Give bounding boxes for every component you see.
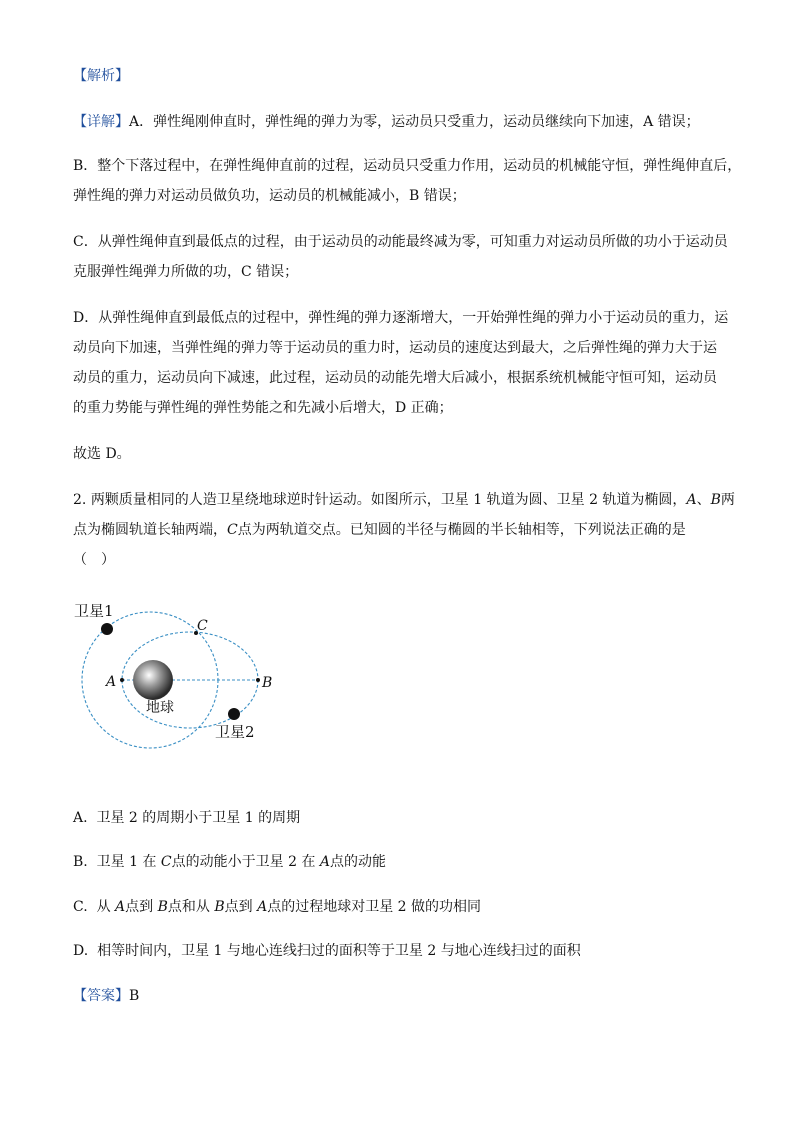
option-d: [73, 941, 581, 961]
option-b-point: C: [160, 854, 172, 870]
paragraph-b-line-2: 弹性绳的弹力对运动员做负功，运动员的机械能减小，B 错误；: [73, 188, 466, 204]
answer-line: [73, 986, 139, 1006]
option-b-text: 点的动能小于卫星 2 在: [171, 854, 320, 870]
point-a-dot: [120, 678, 124, 682]
detail-line-a: [73, 112, 700, 132]
paragraph-c-line-1: C．从弹性绳伸直到最低点的过程，由于运动员的动能最终减为零，可知重力对运动员所做的功小于运动员: [73, 234, 728, 250]
satellite-2-label: 卫星2: [215, 723, 255, 741]
option-c-text: 点的过程地球对卫星 2 做的功相同: [267, 899, 482, 915]
paragraph-d-line-1: D．从弹性绳伸直到最低点的过程中，弹性绳的弹力逐渐增大，一开始弹性绳的弹力小于运动员的重力，运: [73, 310, 729, 326]
option-b-prefix: B.: [73, 854, 88, 870]
question-text: 点为两轨道交点。已知圆的半径与椭圆的半长轴相等，下列说法正确的是: [237, 522, 686, 538]
analysis-heading: 【解析】: [73, 68, 129, 84]
option-a-text: 卫星 2 的周期小于卫星 1 的周期: [96, 810, 301, 826]
point-b-dot: [256, 678, 260, 682]
satellite-1: [101, 623, 113, 635]
option-c-text: 从: [96, 899, 116, 915]
option-b-text: 点的动能: [330, 854, 387, 870]
paragraph-b-line-1: B．整个下落过程中，在弹性绳伸直前的过程，运动员只受重力作用，运动员的机械能守恒，弹性绳伸直后，: [73, 158, 742, 174]
option-d-text: 相等时间内，卫星 1 与地心连线扫过的面积等于卫星 2 与地心连线扫过的面积: [97, 943, 581, 959]
conclusion: 故选 D。: [73, 446, 131, 462]
point-b-label: B: [710, 492, 721, 508]
detail-label: 【详解】: [73, 114, 129, 130]
question-line-1: [73, 490, 735, 510]
paragraph-d-line-4: 的重力势能与弹性绳的弹性势能之和先减小后增大，D 正确；: [73, 400, 453, 416]
question-text: 两: [720, 492, 735, 508]
point-a-label: A: [686, 492, 697, 508]
question-line-2: [73, 520, 686, 540]
option-c-point: A: [115, 899, 126, 915]
option-c-point: B: [214, 899, 225, 915]
point-c-label: C: [227, 522, 238, 538]
option-c-point: A: [257, 899, 268, 915]
question-paren: （ ）: [73, 552, 115, 568]
option-c: [73, 897, 481, 917]
paragraph-d-line-3: 动员的重力，运动员向下减速，此过程，运动员的动能先增大后减小，根据系统机械能守恒可知，运动员: [73, 370, 717, 386]
option-b-point: A: [319, 854, 331, 870]
option-b: [73, 852, 386, 872]
earth-label: 地球: [146, 700, 174, 716]
orbit-diagram: [70, 596, 290, 756]
option-a: [73, 808, 300, 828]
option-c-text: 点和从: [167, 899, 215, 915]
question-number: 2.: [73, 492, 87, 508]
question-text: 两颗质量相同的人造卫星绕地球逆时针运动。如图所示，卫星 1 轨道为圆、卫星 2 轨道为椭圆，: [90, 492, 687, 508]
detail-a-text: A．弹性绳刚伸直时，弹性绳的弹力为零，运动员只受重力，运动员继续向下加速，A 错误；: [129, 114, 700, 130]
option-c-text: 点到: [125, 899, 158, 915]
answer-value: B: [129, 988, 140, 1004]
satellite-1-label: 卫星1: [74, 602, 114, 620]
diagram-label-a: A: [106, 674, 117, 690]
option-c-point: B: [157, 899, 168, 915]
diagram-label-c: C: [197, 618, 208, 634]
question-text: 点为椭圆轨道长轴两端，: [73, 522, 227, 538]
paragraph-c-line-2: 克服弹性绳弹力所做的功，C 错误；: [73, 264, 299, 280]
option-b-text: 卫星 1 在: [96, 854, 161, 870]
answer-label: 【答案】: [73, 988, 129, 1004]
separator: 、: [696, 492, 711, 508]
paragraph-d-line-2: 动员向下加速，当弹性绳的弹力等于运动员的重力时，运动员的速度达到最大，之后弹性绳的弹力大于运: [73, 340, 717, 356]
option-d-prefix: D.: [73, 943, 89, 959]
diagram-label-b: B: [262, 675, 273, 691]
option-a-prefix: A.: [73, 810, 88, 826]
option-c-text: 点到: [224, 899, 258, 915]
option-c-prefix: C.: [73, 899, 88, 915]
satellite-2: [228, 708, 240, 720]
earth: [133, 660, 173, 700]
